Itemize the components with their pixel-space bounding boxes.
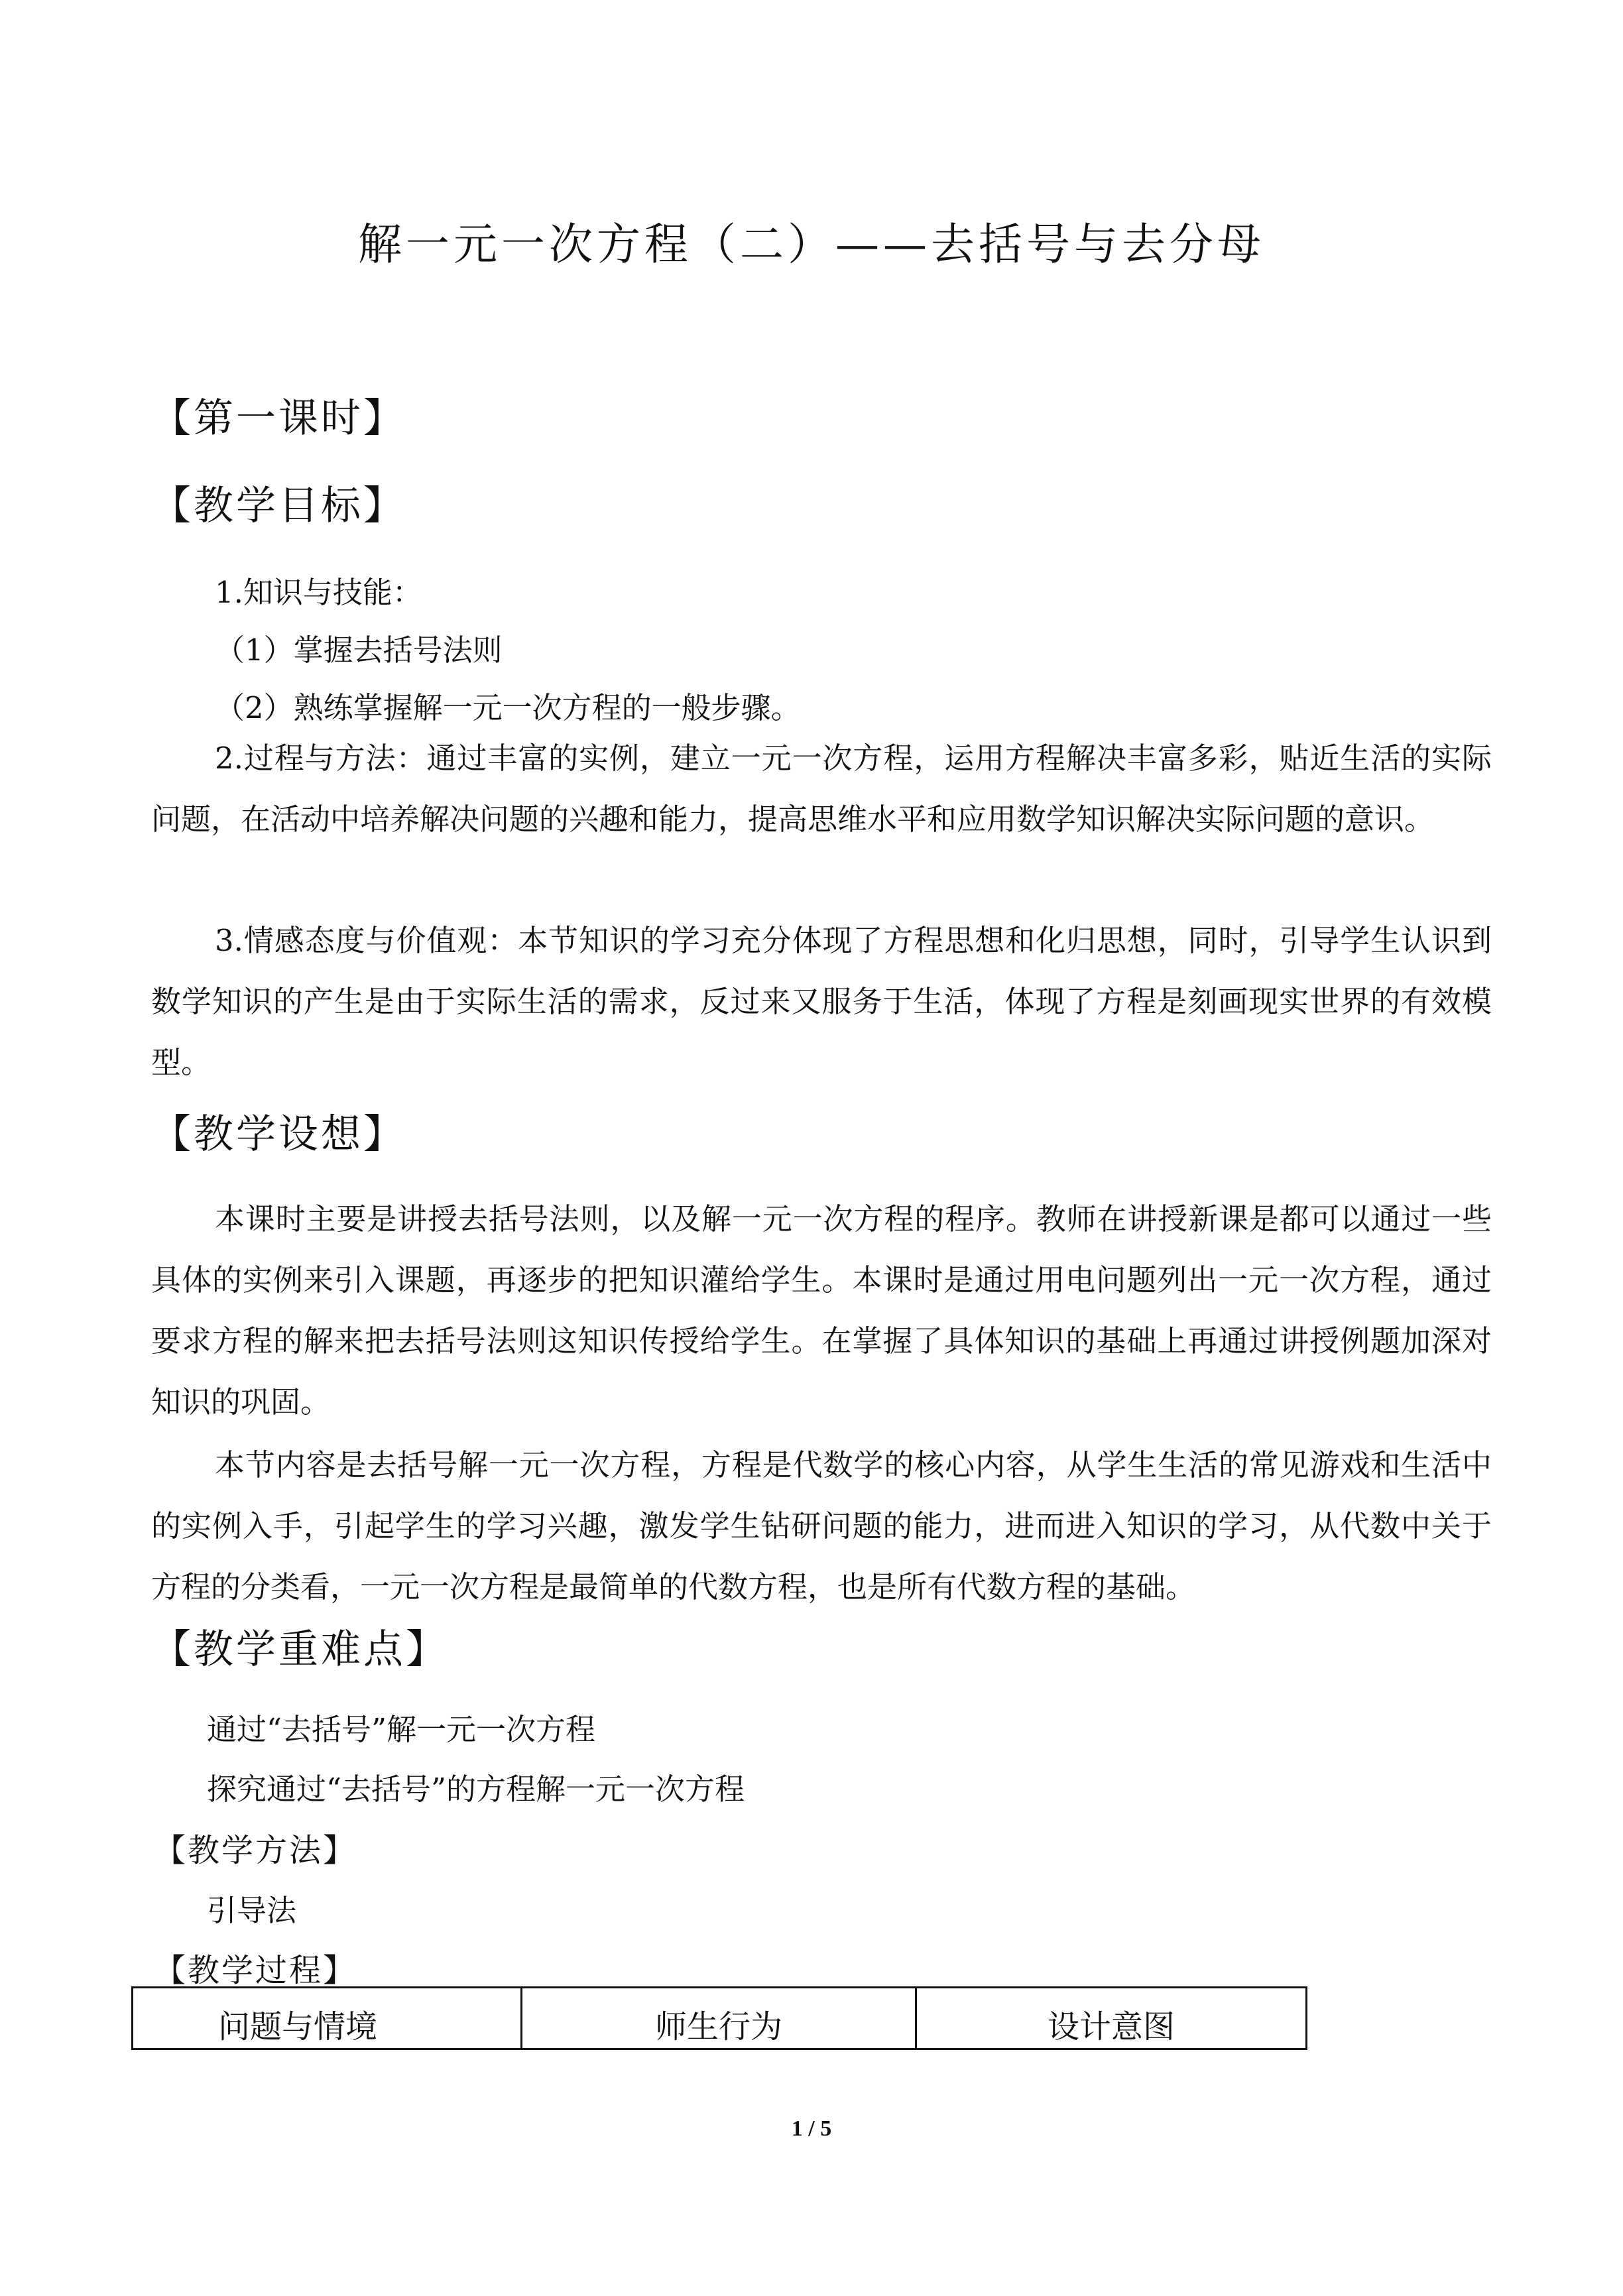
design-paragraph-2: 本节内容是去括号解一元一次方程，方程是代数学的核心内容，从学生生活的常见游戏和生活中的实例入手，引起学生的学习兴趣，激发学生钻研问题的能力，进而进入知识的学习，从代数中关于方程的分类看，一元一次方程是最简单的代数方程，也是所有代数方程的基础。 [151,1447,1492,1604]
key-points-heading: 【教学重难点】 [151,1626,448,1673]
process-table [131,1986,1307,2050]
key-point-1: 通过“去括号”解一元一次方程 [207,1712,596,1747]
objective-sub-2: （2）熟练掌握解一元一次方程的一般步骤。 [215,690,801,725]
objective-item-1: 1.知识与技能： [215,575,422,610]
objective-sub-1: （1）掌握去括号法则 [215,633,503,668]
design-heading: 【教学设想】 [151,1111,406,1158]
method-heading: 【教学方法】 [154,1832,357,1869]
table-header-cell: 问题与情境 [133,1988,522,2049]
design-paragraph-1: 本课时主要是讲授去括号法则，以及解一元一次方程的程序。教师在讲授新课是都可以通过一些具体的实例来引入课题，再逐步的把知识灌给学生。本课时是通过用电问题列出一元一次方程，通过要求方程的解来把去括号法则这知识传授给学生。在掌握了具体知识的基础上再通过讲授例题加深对知识的巩固。 [151,1201,1492,1420]
document-title: 解一元一次方程（二）——去括号与去分母 [358,219,1265,270]
objective-item-2: 2.过程与方法：通过丰富的实例，建立一元一次方程，运用方程解决丰富多彩，贴近生活的实际问题，在活动中培养解决问题的兴趣和能力，提高思维水平和应用数学知识解决实际问题的意识。 [151,741,1492,837]
method-text: 引导法 [207,1893,297,1928]
objective-item-3: 3.情感态度与价值观：本节知识的学习充分体现了方程思想和化归思想，同时，引导学生认识到数学知识的产生是由于实际生活的需求，反过来又服务于生活，体现了方程是刻画现实世界的有效模型。 [151,923,1492,1080]
objectives-heading: 【教学目标】 [151,483,406,529]
key-point-2: 探究通过“去括号”的方程解一元一次方程 [207,1772,745,1807]
table-header-cell: 设计意图 [916,1988,1307,2049]
table-header-cell: 师生行为 [522,1988,916,2049]
lesson-label: 【第一课时】 [151,395,406,442]
page-number: 1 / 5 [791,2116,832,2141]
process-heading: 【教学过程】 [154,1952,357,1989]
table-header-row [133,1988,1307,2049]
